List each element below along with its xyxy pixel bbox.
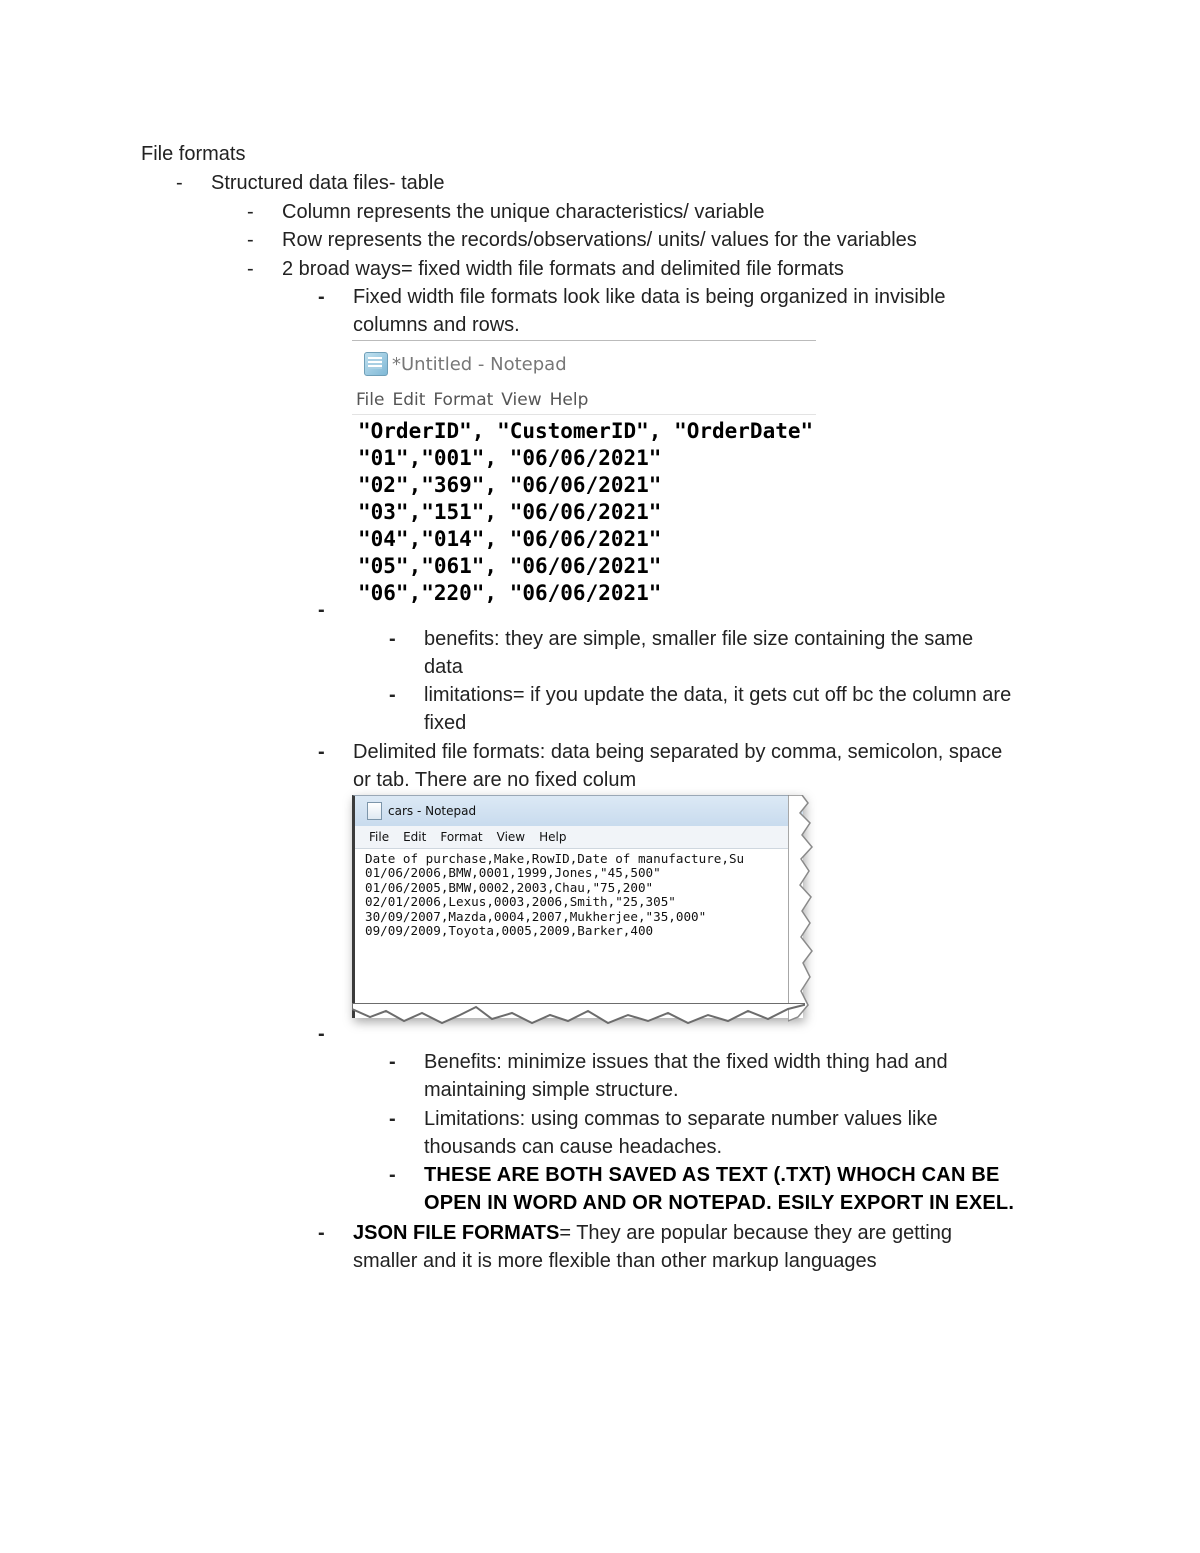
bullet-dash: - <box>318 1222 325 1244</box>
text-line: "06","220", "06/06/2021" <box>358 581 662 605</box>
menu-edit: Edit <box>403 830 427 844</box>
list-item-fixed-benefits-cont: data <box>424 656 463 678</box>
notepad-fixed-width-screenshot <box>352 340 816 608</box>
menu-view: View <box>496 830 526 844</box>
menu-format: Format <box>440 830 483 844</box>
bullet-dash: - <box>318 286 325 308</box>
list-item-structured: Structured data files- table <box>211 172 445 194</box>
json-description: = They are popular because they are getting <box>559 1222 952 1244</box>
torn-edge-path <box>788 795 812 1021</box>
torn-edge-bottom <box>352 1003 822 1033</box>
list-item-fixed-width-cont: columns and rows. <box>353 314 520 336</box>
notepad-window <box>352 795 803 1018</box>
bullet-dash: - <box>389 1108 396 1130</box>
torn-edge-right <box>788 795 818 1031</box>
menu-file: File <box>369 830 390 844</box>
notepad-icon <box>364 352 388 376</box>
page-heading: File formats <box>141 143 246 165</box>
list-item-fixed-benefits: benefits: they are simple, smaller file size containing the same <box>424 628 974 650</box>
notepad-content <box>358 418 813 607</box>
notepad-title-bar <box>355 796 803 826</box>
list-item-delimited-benefits-cont: maintaining simple structure. <box>424 1079 679 1101</box>
bullet-dash: - <box>247 258 254 280</box>
list-item-column: Column represents the unique characteristics/ variable <box>282 201 765 223</box>
bullet-dash: - <box>318 599 325 621</box>
list-item-row: Row represents the records/observations/ units/ values for the variables <box>282 229 917 251</box>
menu-file: File <box>356 390 385 410</box>
list-item-fixed-width: Fixed width file formats look like data is being organized in invisible <box>353 286 946 308</box>
text-line: 01/06/2005,BMW,0002,2003,Chau,"75,200" <box>365 879 654 895</box>
notepad-delimited-screenshot <box>352 795 822 1031</box>
menu-edit: Edit <box>392 390 426 410</box>
list-item-delimited: Delimited file formats: data being separated by comma, semicolon, space <box>353 741 1003 763</box>
menu-help: Help <box>549 390 589 410</box>
bullet-dash: - <box>247 201 254 223</box>
notepad-content <box>365 852 744 938</box>
text-line: "05","061", "06/06/2021" <box>358 554 662 578</box>
text-line: "01","001", "06/06/2021" <box>358 446 662 470</box>
text-line: 01/06/2006,BMW,0001,1999,Jones,"45,500" <box>365 865 661 881</box>
bullet-dash: - <box>389 1051 396 1073</box>
list-item-delimited-limitations-cont: thousands can cause headaches. <box>424 1136 722 1158</box>
list-item-delimited-cont: or tab. There are no fixed colum <box>353 769 637 791</box>
text-line: 09/09/2009,Toyota,0005,2009,Barker,400 <box>365 923 654 939</box>
text-line: "03","151", "06/06/2021" <box>358 500 662 524</box>
list-item-delimited-benefits: Benefits: minimize issues that the fixed width thing had and <box>424 1051 948 1073</box>
list-item-fixed-limitations-cont: fixed <box>424 712 467 734</box>
divider <box>352 340 816 341</box>
bullet-dash: - <box>318 1023 325 1045</box>
json-label: JSON FILE FORMATS <box>353 1222 560 1244</box>
notepad-icon <box>367 802 382 820</box>
text-line: "04","014", "06/06/2021" <box>358 527 662 551</box>
notepad-title-bar <box>352 350 567 378</box>
bullet-dash: - <box>389 628 396 650</box>
divider <box>352 414 816 415</box>
list-item-saved-as-text-cont: OPEN IN WORD AND OR NOTEPAD. ESILY EXPORT IN EXEL. <box>424 1192 1015 1214</box>
notepad-title: cars - Notepad <box>388 804 477 818</box>
text-line: "OrderID", "CustomerID", "OrderDate" <box>358 419 814 443</box>
list-item-delimited-limitations: Limitations: using commas to separate number values like <box>424 1108 938 1130</box>
notepad-title: *Untitled - Notepad <box>392 353 567 375</box>
list-item-broad-ways: 2 broad ways= fixed width file formats and delimited file formats <box>282 258 844 280</box>
notepad-menu-bar <box>356 390 596 410</box>
text-line: 02/01/2006,Lexus,0003,2006,Smith,"25,305" <box>365 894 676 910</box>
text-line: Date of purchase,Make,RowID,Date of manufacture,Su <box>365 851 745 866</box>
bullet-dash: - <box>389 684 396 706</box>
torn-edge-path <box>352 1003 804 1023</box>
text-line: "02","369", "06/06/2021" <box>358 473 662 497</box>
notepad-menu-bar <box>355 826 803 849</box>
bullet-dash: - <box>247 229 254 251</box>
menu-view: View <box>501 390 542 410</box>
list-item-json-cont: smaller and it is more flexible than other markup languages <box>353 1250 877 1272</box>
list-item-saved-as-text: THESE ARE BOTH SAVED AS TEXT (.TXT) WHOCH CAN BE <box>424 1164 1000 1186</box>
bullet-dash: - <box>389 1164 396 1186</box>
menu-help: Help <box>539 830 567 844</box>
bullet-dash: - <box>318 741 325 763</box>
bullet-dash: - <box>176 172 183 194</box>
text-line: 30/09/2007,Mazda,0004,2007,Mukherjee,"35,000" <box>365 908 707 924</box>
list-item-fixed-limitations: limitations= if you update the data, it gets cut off bc the column are <box>424 684 1012 706</box>
menu-format: Format <box>433 390 494 410</box>
list-item-json <box>353 1219 952 1247</box>
